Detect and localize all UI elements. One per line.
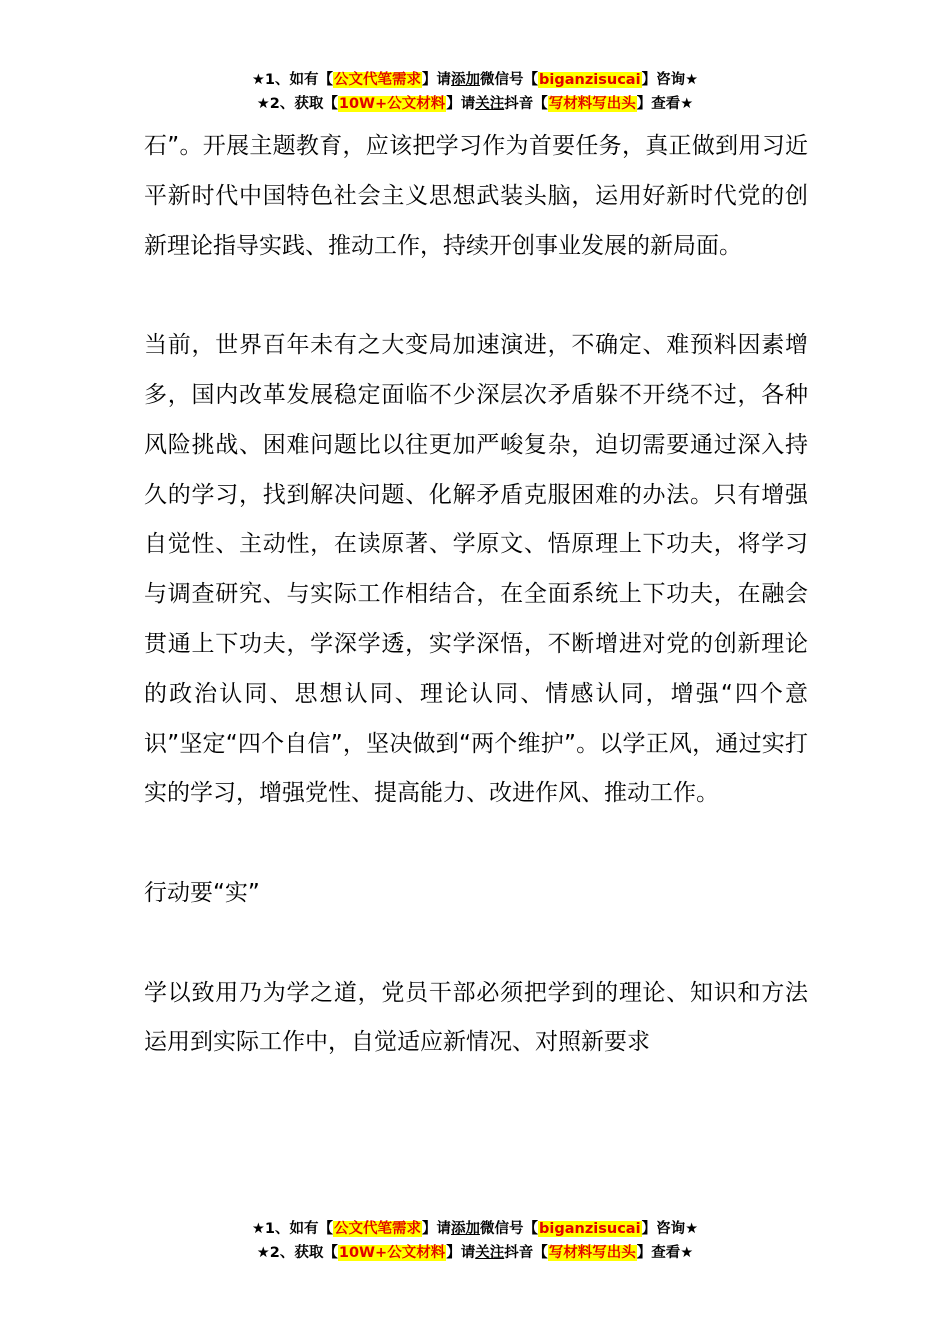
highlight-service: 公文代笔需求 (334, 1221, 422, 1237)
banner-text: 】咨询★ (641, 72, 699, 88)
paragraph-gap (144, 819, 808, 869)
banner-text: ★2、获取【 (256, 96, 338, 112)
underlined-text: 关注 (475, 1245, 505, 1261)
banner-text: 】查看★ (636, 96, 694, 112)
highlight-materials: 10W+公文材料 (338, 1245, 446, 1261)
highlight-douyin: 写材料写出头 (548, 1245, 636, 1261)
paragraph: 石”。开展主题教育，应该把学习作为首要任务，真正做到用习近平新时代中国特色社会主义思想武装头脑，运用好新时代党的创新理论指导实践、推动工作，持续开创事业发展的新局面。 (144, 133, 808, 259)
highlight-wechat-id: biganzisucai (539, 72, 641, 88)
banner-text: ★1、如有【 (251, 72, 334, 88)
banner-text: 】请 (422, 72, 452, 88)
underlined-text: 添加 (451, 1221, 481, 1237)
footer-banner (0, 1217, 950, 1265)
banner-line-1 (0, 68, 950, 92)
banner-line-2 (0, 92, 950, 116)
banner-line-2 (0, 1241, 950, 1265)
banner-text: 抖音【 (504, 96, 548, 112)
header-banner (0, 68, 950, 116)
banner-text: 】查看★ (636, 1245, 694, 1261)
banner-text: 】请 (422, 1221, 452, 1237)
highlight-materials: 10W+公文材料 (338, 96, 446, 112)
underlined-text: 添加 (451, 72, 481, 88)
highlight-service: 公文代笔需求 (334, 72, 422, 88)
banner-text: 】请 (446, 96, 476, 112)
banner-text: ★2、获取【 (256, 1245, 338, 1261)
highlight-douyin: 写材料写出头 (548, 96, 636, 112)
paragraph: 当前，世界百年未有之大变局加速演进，不确定、难预料因素增多，国内改革发展稳定面临不少深层次矛盾躲不开绕不过，各种风险挑战、困难问题比以往更加严峻复杂，迫切需要通过深入持久的学习，找到解决问题、化解矛盾克服困难的办法。只有增强自觉性、主动性，在读原著、学原文、悟原理上下功夫，将学习与调查研究、与实际工作相结合，在全面系统上下功夫，在融会贯通上下功夫，学深学透，实学深悟，不断增进对党的创新理论的政治认同、思想认同、理论认同、情感认同，增强“四个意识”坚定“四个自信”，坚决做到“两个维护”。以学正风，通过实打实的学习，增强党性、提高能力、改进作风、推动工作。 (144, 332, 808, 807)
paragraph-gap (144, 271, 808, 321)
banner-text: 微信号【 (480, 1221, 539, 1237)
underlined-text: 关注 (475, 96, 505, 112)
banner-text: 】请 (446, 1245, 476, 1261)
banner-text: 】咨询★ (641, 1221, 699, 1237)
section-heading: 行动要“实” (144, 879, 260, 906)
banner-line-1 (0, 1217, 950, 1241)
banner-text: 抖音【 (504, 1245, 548, 1261)
paragraph: 学以致用乃为学之道，党员干部必须把学到的理论、知识和方法运用到实际工作中，自觉适应新情况、对照新要求 (144, 979, 808, 1056)
banner-text: ★1、如有【 (251, 1221, 334, 1237)
document-body (144, 122, 808, 1068)
highlight-wechat-id: biganzisucai (539, 1221, 641, 1237)
banner-text: 微信号【 (480, 72, 539, 88)
paragraph-gap (144, 919, 808, 969)
